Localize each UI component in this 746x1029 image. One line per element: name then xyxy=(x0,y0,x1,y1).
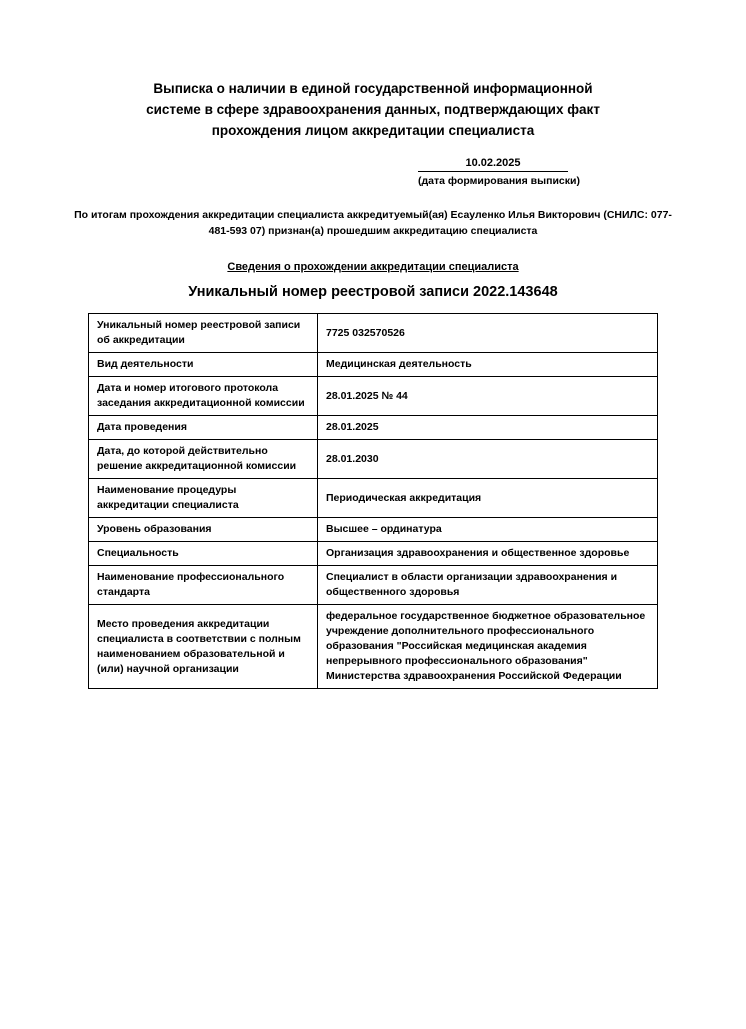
table-row-procedure-name xyxy=(89,479,658,518)
accreditation-table-body xyxy=(89,314,658,689)
extract-date: 10.02.2025 xyxy=(418,157,568,172)
row-value: 28.01.2030 xyxy=(318,440,658,479)
table-row-date-held xyxy=(89,416,658,440)
table-row-specialty xyxy=(89,542,658,566)
title-line-3: прохождения лицом аккредитации специалиста xyxy=(211,123,535,138)
row-value: Высшее – ординатура xyxy=(318,518,658,542)
row-label: Уровень образования xyxy=(89,518,318,542)
table-row-education-level xyxy=(89,518,658,542)
table-row-accreditation-place xyxy=(89,605,658,689)
row-value: федеральное государственное бюджетное образовательное учреждение дополнительного профессионального образования "Российская медицинская академия непрерывного профессионального образования" Министерства здравоохранения Российской Федерации xyxy=(318,605,658,689)
row-value: 28.01.2025 xyxy=(318,416,658,440)
row-label: Наименование процедуры аккредитации специалиста xyxy=(89,479,318,518)
document-title xyxy=(0,0,746,141)
intro-paragraph: По итогам прохождения аккредитации специалиста аккредитуемый(ая) Есауленко Илья Викторович (СНИЛС: 077-481-593 07) признан(а) прошедшим аккредитацию специалиста xyxy=(74,209,672,237)
title-line-2: системе в сфере здравоохранения данных, подтверждающих факт xyxy=(146,102,600,117)
row-label: Дата и номер итогового протокола заседания аккредитационной комиссии xyxy=(89,377,318,416)
row-value: Медицинская деятельность xyxy=(318,353,658,377)
table-row-registry-number xyxy=(89,314,658,353)
section-heading: Сведения о прохождении аккредитации специалиста xyxy=(227,261,519,273)
title-line-1: Выписка о наличии в единой государственной информационной xyxy=(153,81,593,96)
row-value: Специалист в области организации здравоохранения и общественного здоровья xyxy=(318,566,658,605)
row-label: Дата, до которой действительно решение аккредитационной комиссии xyxy=(89,440,318,479)
table-row-professional-standard xyxy=(89,566,658,605)
row-label: Дата проведения xyxy=(89,416,318,440)
table-row-valid-until xyxy=(89,440,658,479)
row-label: Наименование профессионального стандарта xyxy=(89,566,318,605)
row-label: Место проведения аккредитации специалиста в соответствии с полным наименованием образовательной и (или) научной организации xyxy=(89,605,318,689)
table-row-protocol xyxy=(89,377,658,416)
accreditation-table xyxy=(88,313,658,689)
extract-date-block xyxy=(418,157,580,187)
row-label: Специальность xyxy=(89,542,318,566)
extract-date-label: (дата формирования выписки) xyxy=(418,175,580,187)
row-value: Организация здравоохранения и общественное здоровье xyxy=(318,542,658,566)
row-label: Вид деятельности xyxy=(89,353,318,377)
table-row-activity-type xyxy=(89,353,658,377)
row-value: 7725 032570526 xyxy=(318,314,658,353)
row-label: Уникальный номер реестровой записи об аккредитации xyxy=(89,314,318,353)
row-value: 28.01.2025 № 44 xyxy=(318,377,658,416)
registry-number-heading: Уникальный номер реестровой записи 2022.143648 xyxy=(188,284,558,300)
row-value: Периодическая аккредитация xyxy=(318,479,658,518)
